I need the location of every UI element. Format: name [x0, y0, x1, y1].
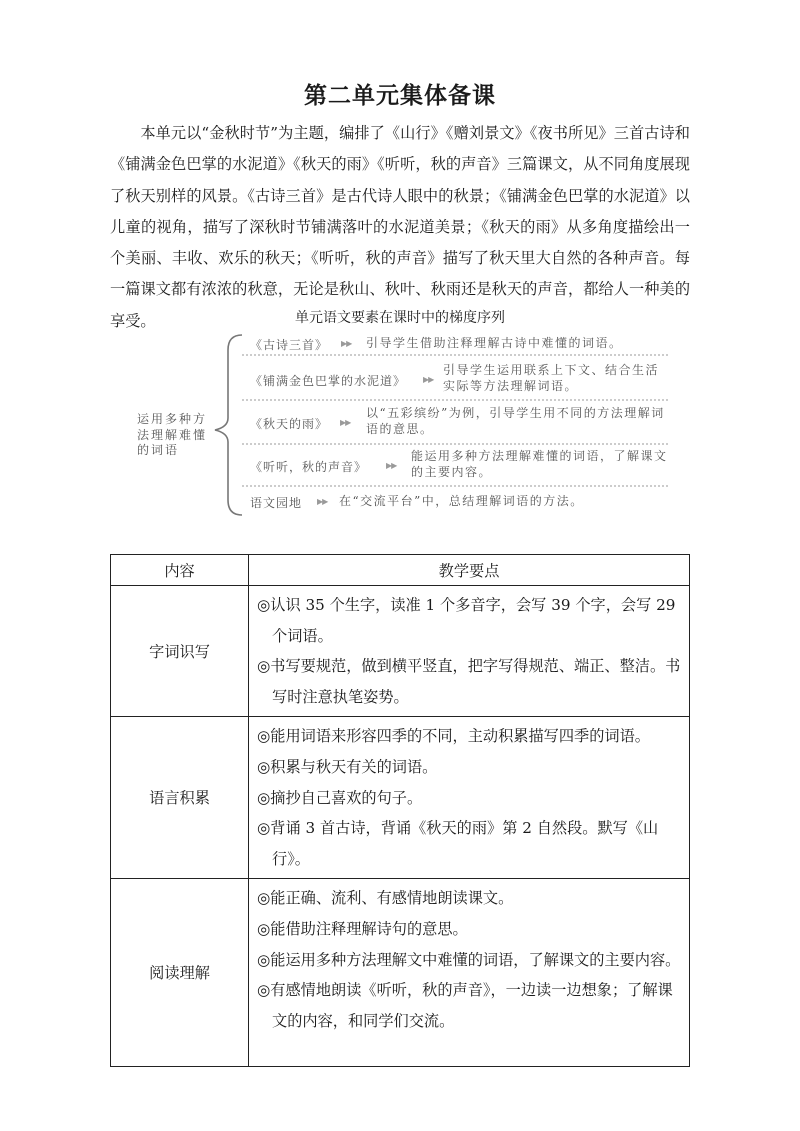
arrow-icon: ▶▶: [317, 497, 328, 506]
branch-description: 以“五彩缤纷”为例，引导学生用不同的方法理解词语的意思。: [366, 406, 665, 436]
diagram-lines: [0, 0, 800, 530]
table-row: [111, 879, 690, 1067]
branch-description: 能运用多种方法理解难懂的词语，了解课文的主要内容。: [411, 449, 668, 479]
table-header-row: [111, 555, 690, 586]
branch-description: 引导学生借助注释理解古诗中难懂的词语。: [366, 336, 623, 350]
branch-book-title: 《古诗三首》: [250, 338, 329, 352]
teaching-point: ◎能借助注释理解诗句的意思。: [257, 919, 468, 938]
gradient-sequence-diagram: [0, 0, 800, 530]
arrow-icon: ▶▶: [341, 339, 352, 348]
branch-book-title: 语文园地: [250, 496, 303, 510]
row-points: [249, 586, 690, 717]
row-category: 语言积累: [111, 717, 249, 879]
table-row: [111, 586, 690, 717]
branch-book-title: 《秋天的雨》: [250, 417, 329, 431]
arrow-icon: ▶▶: [423, 375, 434, 384]
teaching-point: ◎积累与秋天有关的词语。: [257, 757, 438, 776]
teaching-point: ◎有感情地朗读《听听，秋的声音》，一边读一边想象；了解课文的内容，和同学们交流。: [257, 981, 673, 1030]
diagram-brace: [215, 335, 242, 515]
column-header-content: 内容: [111, 555, 249, 586]
column-header-points: 教学要点: [249, 555, 690, 586]
arrow-icon: ▶▶: [386, 461, 397, 470]
teaching-point: ◎书写要规范，做到横平竖直，把字写得规范、端正、整洁。书写时注意执笔姿势。: [257, 657, 681, 706]
teaching-point: ◎能运用多种方法理解文中难懂的词语，了解课文的主要内容。: [257, 950, 681, 969]
row-points: [249, 879, 690, 1067]
arrow-icon: ▶▶: [340, 418, 351, 427]
diagram-root-label: 运用多种方法理解难懂的词语: [137, 412, 208, 457]
row-category: 阅读理解: [111, 879, 249, 1067]
teaching-point: ◎能用词语来形容四季的不同，主动积累描写四季的词语。: [257, 727, 650, 746]
row-points: [249, 717, 690, 879]
teaching-points-table: [110, 554, 690, 1067]
teaching-point: ◎认识 35 个生字，读准 1 个多音字，会写 39 个字，会写 29 个词语。: [257, 596, 676, 645]
branch-book-title: 《铺满金色巴掌的水泥道》: [250, 374, 407, 388]
branch-description: 引导学生运用联系上下文、结合生活实际等方法理解词语。: [443, 363, 660, 393]
diagram-title: 单元语文要素在课时中的梯度序列: [295, 310, 505, 326]
branch-description: 在“交流平台”中，总结理解词语的方法。: [339, 494, 584, 508]
table-row: [111, 717, 690, 879]
branch-book-title: 《听听，秋的声音》: [250, 460, 368, 474]
teaching-point: ◎能正确、流利、有感情地朗读课文。: [257, 889, 514, 908]
teaching-point: ◎背诵 3 首古诗，背诵《秋天的雨》第 2 自然段。默写《山行》。: [257, 819, 659, 868]
page-title: 第二单元集体备课: [304, 83, 496, 109]
intro-text: 本单元以“金秋时节”为主题，编排了《山行》《赠刘景文》《夜书所见》三首古诗和《铺满金色巴掌的水泥道》《秋天的雨》《听听，秋的声音》三篇课文，从不同角度展现了秋天别样的风景。《古诗三首》是古代诗人眼中的秋景；《铺满金色巴掌的水泥道》以儿童的视角，描写了深秋时节铺满落叶的水泥道美景；《秋天的雨》从多角度描绘出一个美丽、丰收、欢乐的秋天；《听听，秋的声音》描写了秋天里大自然的各种声音。每一篇课文都有浓浓的秋意，无论是秋山、秋叶、秋雨还是秋天的声音，都给人一种美的享受。: [110, 124, 690, 330]
row-category: 字词识写: [111, 586, 249, 717]
teaching-point: ◎摘抄自己喜欢的句子。: [257, 788, 423, 807]
